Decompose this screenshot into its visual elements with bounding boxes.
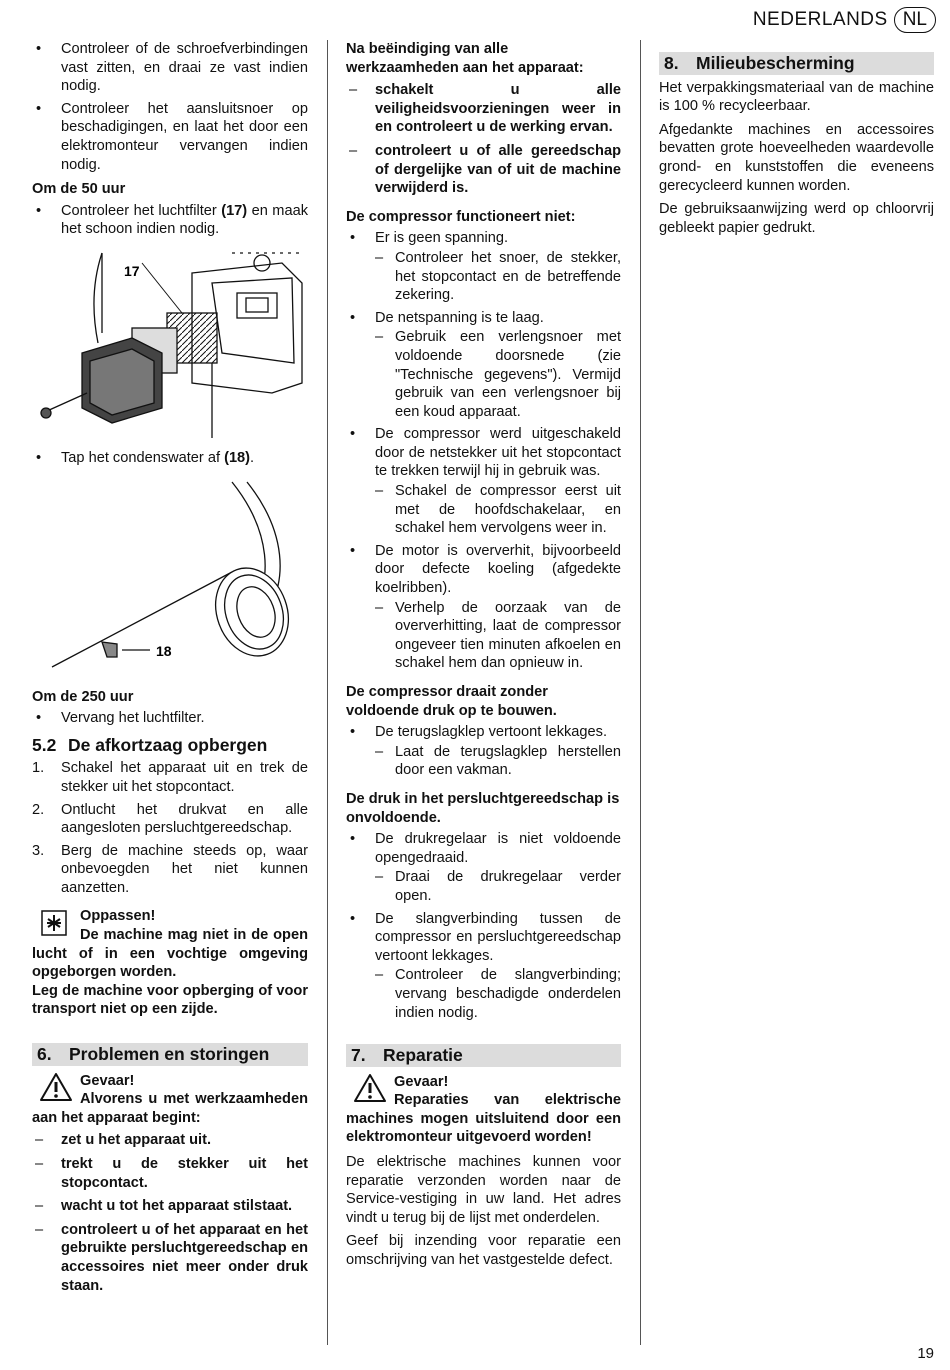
environment-paragraph: De gebruiksaanwijzing werd op chloorvrij gebleekt papier gedrukt. bbox=[659, 201, 934, 236]
caution-notice: Oppassen! De machine mag niet in de open lucht of in een vochtige omgeving opgeborgen worden. Leg de machine voor opberging of voor transport niet op een zijde. bbox=[32, 908, 308, 1018]
list-item: – trekt u de stekker uit het stopcontact. bbox=[32, 1155, 308, 1192]
environment-paragraph: Het verpakkingsmateriaal van de machine is 100 % recycleerbaar. bbox=[659, 79, 934, 115]
list-item: 3. Berg de machine steeds op, waar onbevoegden het niet kunnen aanzetten. bbox=[32, 842, 308, 896]
column-divider bbox=[640, 40, 641, 1345]
environment-paragraph: Afgedankte machines en accessoires bevatten grote hoeveelheden waardevolle grond- en kunststoffen die eveneens gerecycleerd kunnen worden. bbox=[659, 121, 934, 194]
list-item: – controleert u of het apparaat en het gebruikte persluchtgereedschap en accessoires niet meer onder druk staan. bbox=[32, 1221, 308, 1295]
column-1 bbox=[32, 40, 308, 1300]
danger-notice: Gevaar! Alvorens u met werkzaamheden aan het apparaat begint: bbox=[32, 1072, 308, 1126]
list-item: • Vervang het luchtfilter. bbox=[32, 709, 308, 728]
list-item: • Controleer het aansluitsnoer op beschadigingen, en laat het door een elektromonteur vervangen indien nodig. bbox=[32, 100, 308, 174]
danger-steps bbox=[32, 1131, 308, 1295]
condensate-drain-illustration bbox=[32, 472, 308, 682]
no-pressure-heading: De compressor draait zonder voldoende druk op te bouwen. bbox=[346, 684, 557, 719]
repair-paragraph: De elektrische machines kunnen voor reparatie verzonden worden naar de Service-vestiging in uw land. Het adres vindt u terug bij de lijst met onderdelen. bbox=[346, 1154, 621, 1226]
list-item: • De compressor werd uitgeschakeld door de netstekker uit het stopcontact te trekken terwijl hij in gebruik was. – Schakel de compressor eerst uit met de hoofdschakelaar, en schakel hem vervolgens weer in. bbox=[346, 425, 621, 538]
not-working-list bbox=[346, 229, 621, 673]
list-item: • De terugslagklep vertoont lekkages. – Laat de terugslagklep herstellen door een vakman. bbox=[346, 723, 621, 780]
storage-steps bbox=[32, 759, 308, 897]
list-item: – zet u het apparaat uit. bbox=[32, 1131, 308, 1150]
page-number: 19 bbox=[917, 1345, 934, 1363]
language-name: NEDERLANDS bbox=[752, 8, 888, 30]
figure-callout-17: 17 bbox=[124, 262, 140, 279]
list-item: – schakelt u alle veiligheidsvoorzieningen weer in en controleert u de werking ervan. bbox=[346, 81, 621, 137]
low-pressure-list bbox=[346, 830, 621, 1022]
not-working-heading: De compressor functioneert niet: bbox=[346, 208, 576, 225]
air-filter-illustration bbox=[32, 243, 308, 443]
column-divider bbox=[327, 40, 328, 1345]
warning-triangle-icon bbox=[354, 1073, 390, 1105]
section-7-heading: 7. Reparatie bbox=[346, 1044, 621, 1067]
list-item: • De slangverbinding tussen de compressor en persluchtgereedschap vertoont lekkages. – Controleer de slangverbinding; vervang beschadigde onderdelen indien nodig. bbox=[346, 910, 621, 1023]
language-header bbox=[753, 7, 936, 33]
list-item: – wacht u tot het apparaat stilstaat. bbox=[32, 1197, 308, 1216]
list-item: • De drukregelaar is niet voldoende opengedraaid. – Draai de drukregelaar verder open. bbox=[346, 830, 621, 905]
danger-notice: Gevaar! Reparaties van elektrische machines mogen uitsluitend door een elektromonteur uitgevoerd worden! bbox=[346, 1073, 621, 1146]
list-item: – controleert u of alle gereedschap of dergelijke van of uit de machine verwijderd is. bbox=[346, 142, 621, 198]
list-item: • Tap het condenswater af (18). bbox=[32, 449, 308, 468]
warning-triangle-icon bbox=[40, 1072, 76, 1104]
list-item: • Controleer het luchtfilter (17) en maak het schoon indien nodig. bbox=[32, 202, 308, 239]
caution-icon bbox=[40, 907, 76, 943]
every-250-hours-heading: Om de 250 uur bbox=[32, 688, 134, 705]
list-item: • De motor is oververhit, bijvoorbeeld door defecte koeling (afgedekte koelribben). – Verhelp de oorzaak van de oververhitting, laat de compressor ongeveer tien minuten afkoelen en schakel hem dan opnieuw in. bbox=[346, 542, 621, 673]
list-item: • Controleer of de schroefverbindingen vast zitten, en draai ze vast indien nodig. bbox=[32, 40, 308, 96]
no-pressure-list bbox=[346, 723, 621, 780]
language-code-badge: NL bbox=[894, 7, 936, 33]
section-8-heading: 8. Milieubescherming bbox=[659, 52, 934, 75]
column-3 bbox=[659, 40, 934, 242]
after-work-heading: Na beëindiging van alle werkzaamheden aan het apparaat: bbox=[346, 41, 584, 76]
section-5-2-heading: 5.2 De afkortzaag opbergen bbox=[32, 734, 268, 755]
after-work-steps bbox=[346, 81, 621, 198]
figure-callout-18: 18 bbox=[156, 642, 172, 659]
low-pressure-heading: De druk in het persluchtgereedschap is onvoldoende. bbox=[346, 790, 620, 826]
list-item: • De netspanning is te laag. – Gebruik een verlengsnoer met voldoende doorsnede (zie "Technische gegevens"). Vermijd gebruik van een verlengsnoer bij een koud apparaat. bbox=[346, 309, 621, 422]
every-50-hours-heading: Om de 50 uur bbox=[32, 181, 126, 198]
maintenance-checklist bbox=[32, 40, 308, 174]
column-2 bbox=[346, 40, 621, 1275]
list-item: • Er is geen spanning. – Controleer het snoer, de stekker, het stopcontact en de betreffende zekering. bbox=[346, 229, 621, 304]
section-6-heading: 6. Problemen en storingen bbox=[32, 1043, 308, 1066]
list-item: 2. Ontlucht het drukvat en alle aangesloten persluchtgereedschap. bbox=[32, 801, 308, 837]
repair-paragraph: Geef bij inzending voor reparatie een omschrijving van het vastgestelde defect. bbox=[346, 1233, 621, 1269]
list-item: 1. Schakel het apparaat uit en trek de stekker uit het stopcontact. bbox=[32, 760, 308, 795]
